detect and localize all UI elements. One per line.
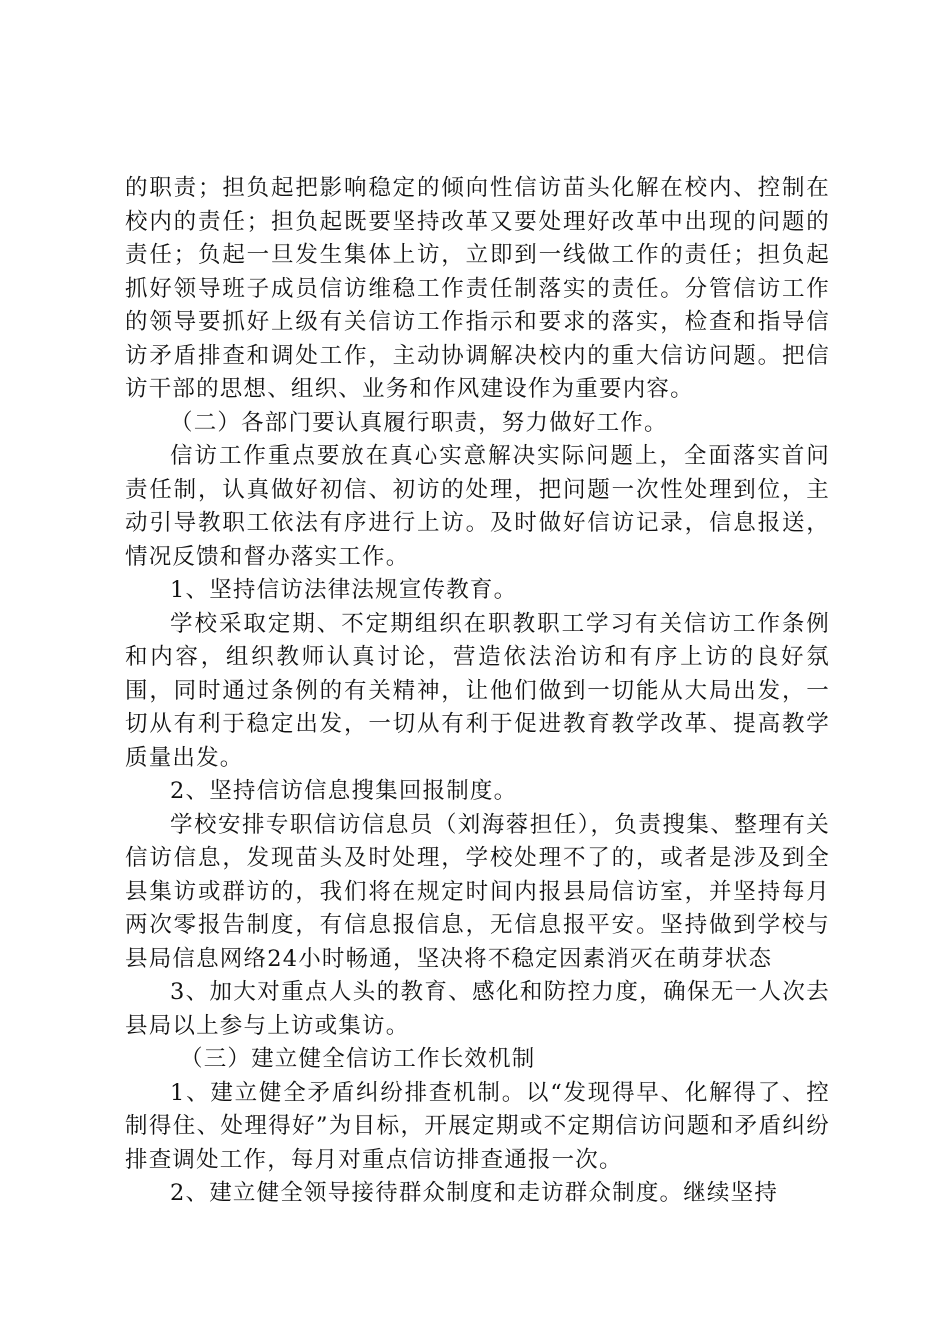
subheading-item-2: 2、坚持信访信息搜集回报制度。	[170, 778, 518, 804]
subheading-item-1: 1、坚持信访法律法规宣传教育。	[170, 577, 518, 603]
paragraph-info-collection: 学校安排专职信访信息员（刘海蓉担任），负责搜集、整理有关信访信息，发现苗头及时处理，学校处理不了的，或者是涉及到全县集访或群访的，我们将在规定时间内报县局信访室，并坚持每月两次零报告制度，有信息报信息，无信息报平安。坚持做到学校与县局信息网络24小时畅通，坚决将不稳定因素消灭在萌芽状态	[125, 811, 830, 972]
paragraph-item-3: 3、加大对重点人头的教育、感化和防控力度，确保无一人次去县局以上参与上访或集访。	[125, 979, 830, 1039]
paragraph-law-education: 学校采取定期、不定期组织在职教职工学习有关信访工作条例和内容，组织教师认真讨论，营造依法治访和有序上访的良好氛围，同时通过条例的有关精神，让他们做到一切能从大局出发，一切从有利于稳定出发，一切从有利于促进教育教学改革、提高教学质量出发。	[125, 610, 830, 771]
paragraph-leadership-duties: 的职责；担负起把影响稳定的倾向性信访苗头化解在校内、控制在校内的责任；担负起既要坚持改革又要处理好改革中出现的问题的责任；负起一旦发生集体上访，立即到一线做工作的责任；担负起抓好领导班子成员信访维稳工作责任制落实的责任。分管信访工作的领导要抓好上级有关信访工作指示和要求的落实，检查和指导信访矛盾排查和调处工作，主动协调解决校内的重大信访问题。把信访干部的思想、组织、业务和作风建设作为重要内容。	[125, 175, 830, 402]
paragraph-mechanism-2: 2、建立健全领导接待群众制度和走访群众制度。继续坚持	[170, 1180, 779, 1206]
document-body	[125, 172, 830, 1211]
paragraph-petition-focus: 信访工作重点要放在真心实意解决实际问题上，全面落实首问责任制，认真做好初信、初访的处理，把问题一次性处理到位，主动引导教职工依法有序进行上访。及时做好信访记录，信息报送，情况反馈和督办落实工作。	[125, 443, 830, 570]
heading-section-3: （三）建立健全信访工作长效机制	[180, 1046, 536, 1072]
heading-section-2: （二）各部门要认真履行职责，努力做好工作。	[170, 409, 668, 436]
paragraph-mechanism-1: 1、建立健全矛盾纠纷排查机制。以“发现得早、化解得了、控制得住、处理得好”为目标，开展定期或不定期信访问题和矛盾纠纷排查调处工作，每月对重点信访排查通报一次。	[125, 1079, 830, 1173]
